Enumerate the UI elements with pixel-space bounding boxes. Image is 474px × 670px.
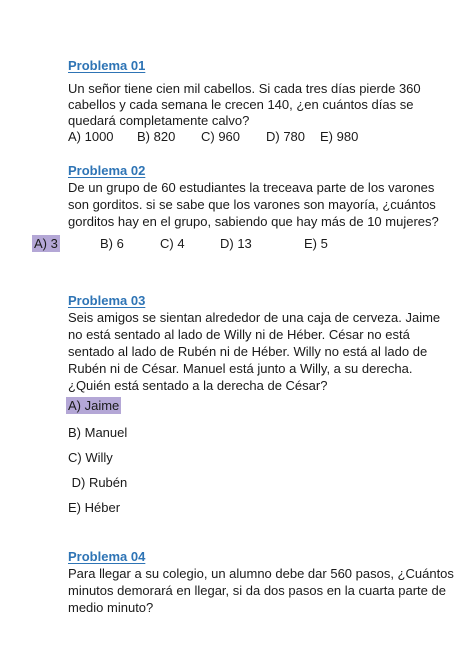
problem-3-option-b: B) Manuel — [68, 425, 128, 440]
problem-4-text-line-2: minutos demorará en llegar, si da dos pasos en la cuarta parte de — [68, 583, 446, 598]
problem-3-text-line-3: sentado al lado de Rubén ni de Héber. Willy no está al lado de — [68, 344, 428, 359]
problem-3-option-a-highlighted: A) Jaime — [68, 398, 120, 413]
problem-2-text-line-1: De un grupo de 60 estudiantes la treceava parte de los varones — [68, 180, 435, 195]
problem-2-option-c: C) 4 — [160, 236, 185, 251]
problem-3-title: Problema 03 — [68, 293, 146, 308]
problem-3-text-line-1: Seis amigos se sientan alrededor de una caja de cerveza. Jaime — [68, 310, 441, 325]
problem-1-title: Problema 01 — [68, 58, 146, 73]
problem-3-option-e: E) Héber — [68, 500, 121, 515]
problem-1-text-line-1: Un señor tiene cien mil cabellos. Si cada tres días pierde 360 — [68, 81, 421, 96]
problem-2-option-b: B) 6 — [100, 236, 124, 251]
problem-2-title: Problema 02 — [68, 163, 146, 178]
problem-1-option-c: C) 960 — [201, 129, 241, 144]
problem-1-option-b: B) 820 — [137, 129, 176, 144]
problem-2-text-line-3: gorditos hay en el grupo, sabiendo que hay más de 10 mujeres? — [68, 214, 439, 229]
problem-2-option-e: E) 5 — [304, 236, 328, 251]
problem-2-option-d: D) 13 — [220, 236, 252, 251]
problem-3-text-line-2: no está sentado al lado de Willy ni de Héber. César no está — [68, 327, 410, 342]
problem-3-option-c: C) Willy — [68, 450, 113, 465]
problem-3-option-d: D) Rubén — [68, 475, 128, 490]
problem-1-option-a: A) 1000 — [68, 129, 114, 144]
problem-4-text-line-1: Para llegar a su colegio, un alumno debe dar 560 pasos, ¿Cuántos — [68, 566, 454, 581]
problem-3-text-line-5: ¿Quién está sentado a la derecha de César? — [68, 378, 328, 393]
problem-4-text-line-3: medio minuto? — [68, 600, 154, 615]
problem-4-title: Problema 04 — [68, 549, 146, 564]
problem-1-option-d: D) 780 — [266, 129, 306, 144]
problem-1-text-line-2: cabellos y cada semana le crecen 140, ¿en cuántos días se — [68, 97, 414, 112]
problem-3-text-line-4: Rubén ni de César. Manuel está junto a Willy, a su derecha. — [68, 361, 413, 376]
problem-1-text-line-3: quedará completamente calvo? — [68, 113, 250, 128]
problem-1-option-e: E) 980 — [320, 129, 359, 144]
problem-2-text-line-2: son gorditos. si se sabe que los varones son mayoría, ¿cuántos — [68, 197, 436, 212]
problem-2-option-a-highlighted: A) 3 — [34, 236, 58, 251]
